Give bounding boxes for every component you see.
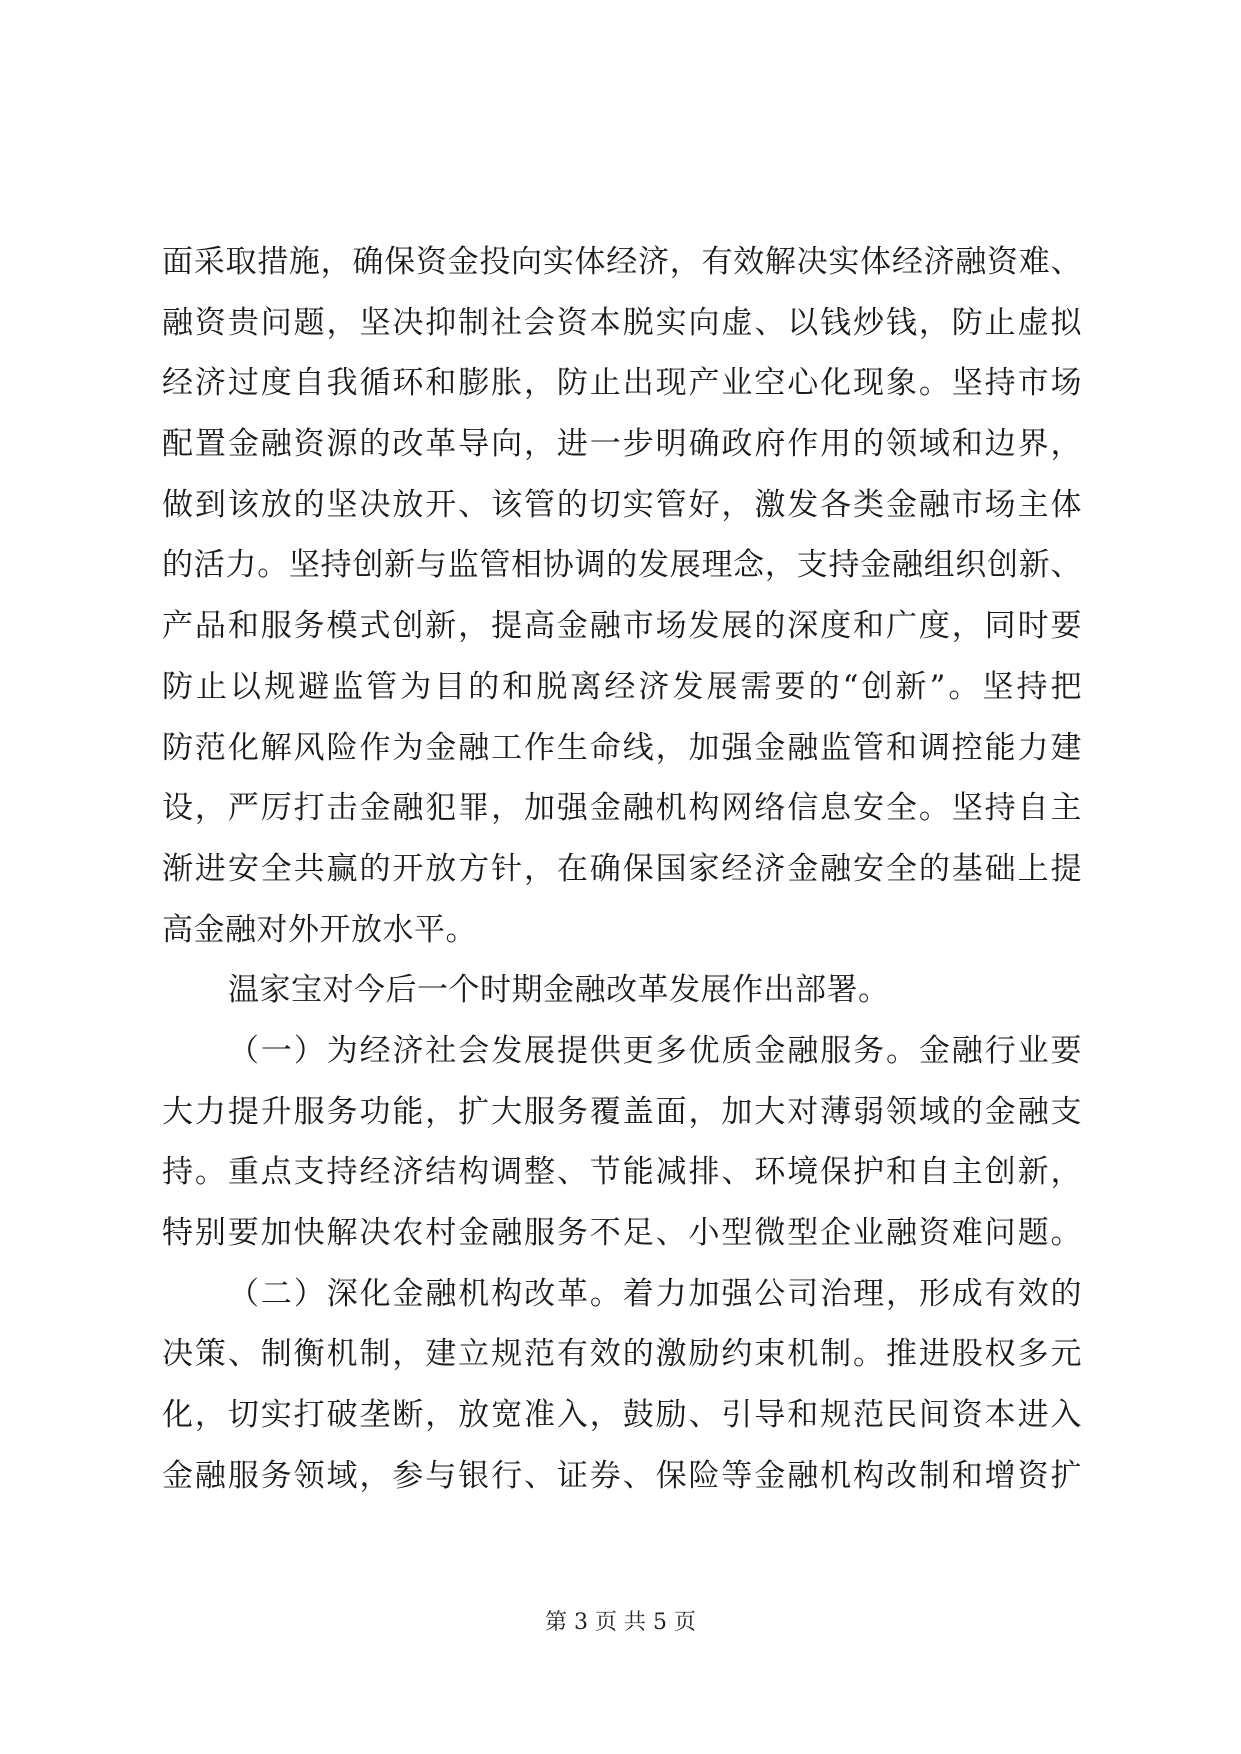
document-body — [162, 232, 1082, 1506]
text-line: 化，切实打破垄断，放宽准入，鼓励、引导和规范民间资本进入 — [162, 1397, 1082, 1434]
text-line: 做到该放的坚决放开、该管的切实管好，激发各类金融市场主体 — [162, 486, 1082, 523]
text-line: 决策、制衡机制，建立规范有效的激励约束机制。推进股权多元 — [162, 1336, 1082, 1373]
text-line: 特别要加快解决农村金融服务不足、小型微型企业融资难问题。 — [162, 1215, 1082, 1251]
text-line: 防止以规避监管为目的和脱离经济发展需要的“创新”。坚持把 — [162, 668, 1082, 705]
text-line: 高金融对外开放水平。 — [162, 911, 477, 948]
text-line: 面采取措施，确保资金投向实体经济，有效解决实体经济融资难、 — [162, 244, 1082, 280]
text-line: 产品和服务模式创新，提高金融市场发展的深度和广度，同时要 — [162, 608, 1082, 645]
text-line: 持。重点支持经济结构调整、节能减排、环境保护和自主创新， — [162, 1154, 1082, 1191]
text-line: 渐进安全共赢的开放方针，在确保国家经济金融安全的基础上提 — [162, 850, 1082, 887]
text-line: 金融服务领域，参与银行、证券、保险等金融机构改制和增资扩 — [162, 1457, 1082, 1494]
text-line: 的活力。坚持创新与监管相协调的发展理念，支持金融组织创新、 — [162, 547, 1082, 584]
paragraph-first-line: （二）深化金融机构改革。着力加强公司治理，形成有效的 — [228, 1275, 1082, 1312]
text-line: 设，严厉打击金融犯罪，加强金融机构网络信息安全。坚持自主 — [162, 790, 1082, 827]
page-number-footer: 第 3 页 共 5 页 — [545, 1610, 696, 1635]
text-line: 配置金融资源的改革导向，进一步明确政府作用的领域和边界， — [162, 426, 1082, 463]
text-line: 防范化解风险作为金融工作生命线，加强金融监管和调控能力建 — [162, 729, 1082, 766]
paragraph-first-line: 温家宝对今后一个时期金融改革发展作出部署。 — [228, 972, 890, 1009]
text-line: 大力提升服务功能，扩大服务覆盖面，加大对薄弱领域的金融支 — [162, 1093, 1082, 1130]
text-line: 经济过度自我循环和膨胀，防止出现产业空心化现象。坚持市场 — [162, 365, 1082, 402]
paragraph-first-line: （一）为经济社会发展提供更多优质金融服务。金融行业要 — [228, 1032, 1082, 1069]
text-line: 融资贵问题，坚决抑制社会资本脱实向虚、以钱炒钱，防止虚拟 — [162, 304, 1082, 341]
